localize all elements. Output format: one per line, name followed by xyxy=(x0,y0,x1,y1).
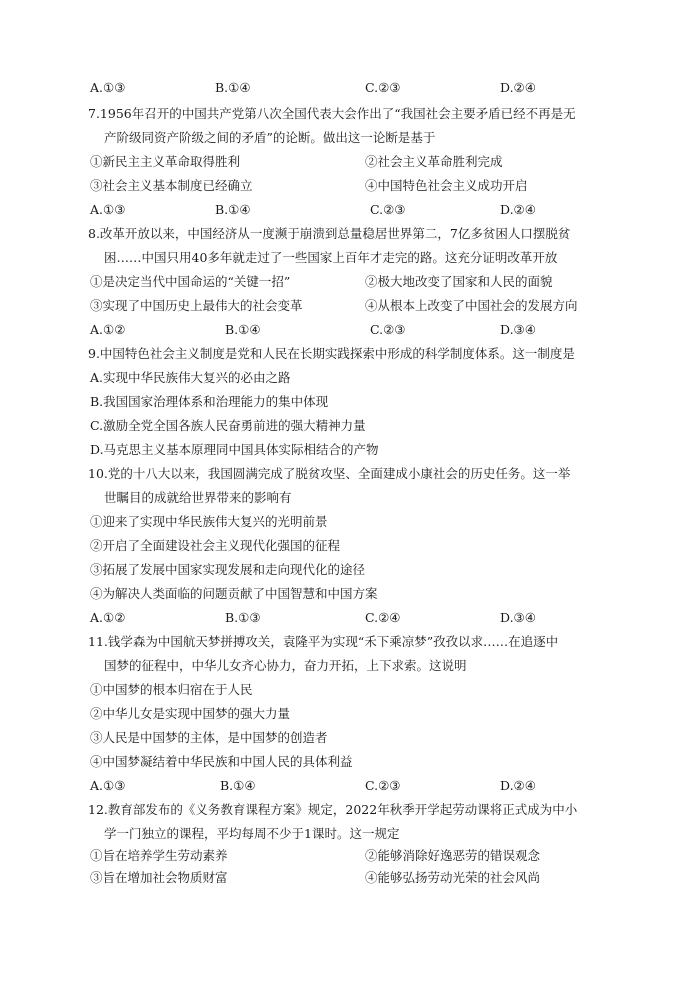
q8-items-row-1 xyxy=(0,272,696,292)
q11-item-3: ③人民是中国梦的主体，是中国梦的创造者 xyxy=(90,730,328,745)
q11-option-a: A.①③ xyxy=(90,778,126,793)
q8-item-3: ③实现了中国历史上最伟大的社会变革 xyxy=(90,298,303,313)
q8-stem-line-2: 困……中国只用40多年就走过了一些国家上百年才走完的路。这充分证明改革开放 xyxy=(104,250,558,265)
q11-item-2: ②中华儿女是实现中国梦的强大力量 xyxy=(90,706,291,721)
q11-stem-line-2: 国梦的征程中，中华儿女齐心协力，奋力开拓，上下求索。这说明 xyxy=(104,658,467,673)
q7-item-1: ①新民主主义革命取得胜利 xyxy=(90,154,241,169)
q10-stem-line-1: 10.党的十八大以来，我国圆满完成了脱贫攻坚、全面建成小康社会的历史任务。这一举 xyxy=(88,466,571,481)
q10-option-d: D.③④ xyxy=(500,610,536,625)
q7-option-d: D.②④ xyxy=(500,202,536,217)
q10-stem-line-2: 世瞩目的成就给世界带来的影响有 xyxy=(104,490,292,505)
q8-items-row-2 xyxy=(0,296,696,316)
q12-stem-line-2: 学一门独立的课程，平均每周不少于1课时。这一规定 xyxy=(104,826,400,841)
q8-option-a: A.①② xyxy=(90,322,126,337)
q10-item-2: ②开启了全面建设社会主义现代化强国的征程 xyxy=(90,538,341,553)
q10-answer-row xyxy=(0,608,696,628)
q11-option-d: D.②④ xyxy=(500,778,536,793)
q7-stem-line-2: 产阶级同资产阶级之间的矛盾”的论断。做出这一论断是基于 xyxy=(104,130,436,145)
q10-item-3: ③拓展了发展中国家实现发展和走向现代化的途径 xyxy=(90,562,366,577)
q8-stem-line-1: 8.改革开放以来，中国经济从一度濒于崩溃到总量稳居世界第二，7亿多贫困人口摆脱贫 xyxy=(88,226,571,241)
q10-option-b: B.①③ xyxy=(225,610,261,625)
q12-stem-line-1: 12.教育部发布的《义务教育课程方案》规定，2022年秋季开学起劳动课将正式成为中小 xyxy=(88,802,578,817)
q9-choice-a: A.实现中华民族伟大复兴的必由之路 xyxy=(90,370,291,385)
q12-item-4: ④能够弘扬劳动光荣的社会风尚 xyxy=(365,870,541,885)
q9-choice-b: B.我国国家治理体系和治理能力的集中体现 xyxy=(90,394,329,409)
q8-answer-row xyxy=(0,320,696,340)
q7-option-b: B.①④ xyxy=(215,202,251,217)
q8-item-4: ④从根本上改变了中国社会的发展方向 xyxy=(365,298,578,313)
q7-items-row-2 xyxy=(0,176,696,196)
q7-stem-line-1: 7.1956年召开的中国共产党第八次全国代表大会作出了“我国社会主要矛盾已经不再是无 xyxy=(88,106,576,121)
q7-option-c: C.②③ xyxy=(370,202,406,217)
q6-answer-row xyxy=(0,78,696,98)
q10-option-c: C.②④ xyxy=(365,610,401,625)
q6-option-a: A.①③ xyxy=(90,80,126,95)
q8-item-2: ②极大地改变了国家和人民的面貌 xyxy=(365,274,553,289)
q8-item-1: ①是决定当代中国命运的“关键一招” xyxy=(90,274,291,289)
q7-answer-row xyxy=(0,200,696,220)
q8-option-b: B.①④ xyxy=(225,322,261,337)
q11-option-b: B.①④ xyxy=(220,778,256,793)
q11-answer-row xyxy=(0,776,696,796)
q12-item-1: ①旨在培养学生劳动素养 xyxy=(90,848,228,863)
q6-option-b: B.①④ xyxy=(215,80,251,95)
q6-option-d: D.②④ xyxy=(500,80,536,95)
q7-items-row-1 xyxy=(0,152,696,172)
q7-item-4: ④中国特色社会主义成功开启 xyxy=(365,178,528,193)
q10-option-a: A.①② xyxy=(90,610,126,625)
q11-option-c: C.②③ xyxy=(365,778,401,793)
q11-item-4: ④中国梦凝结着中华民族和中国人民的具体利益 xyxy=(90,754,353,769)
q6-option-c: C.②③ xyxy=(365,80,401,95)
q11-item-1: ①中国梦的根本归宿在于人民 xyxy=(90,682,253,697)
q7-option-a: A.①③ xyxy=(90,202,126,217)
q12-items-row-1 xyxy=(0,846,696,866)
q7-item-2: ②社会主义革命胜利完成 xyxy=(365,154,503,169)
q10-item-4: ④为解决人类面临的问题贡献了中国智慧和中国方案 xyxy=(90,586,378,601)
q12-items-row-2 xyxy=(0,868,696,888)
q11-stem-line-1: 11.钱学森为中国航天梦拼搏攻关，袁隆平为实现“禾下乘凉梦”孜孜以求……在追逐中 xyxy=(88,634,559,649)
q8-option-c: C.②③ xyxy=(370,322,406,337)
q12-item-2: ②能够消除好逸恶劳的错误观念 xyxy=(365,848,541,863)
q12-item-3: ③旨在增加社会物质财富 xyxy=(90,870,228,885)
q8-option-d: D.③④ xyxy=(500,322,536,337)
q9-choice-c: C.激励全党全国各族人民奋勇前进的强大精神力量 xyxy=(90,418,366,433)
q7-item-3: ③社会主义基本制度已经确立 xyxy=(90,178,253,193)
q10-item-1: ①迎来了实现中华民族伟大复兴的光明前景 xyxy=(90,514,328,529)
q9-choice-d: D.马克思主义基本原理同中国具体实际相结合的产物 xyxy=(90,442,379,457)
q9-stem: 9.中国特色社会主义制度是党和人民在长期实践探索中形成的科学制度体系。这一制度是 xyxy=(88,346,575,361)
